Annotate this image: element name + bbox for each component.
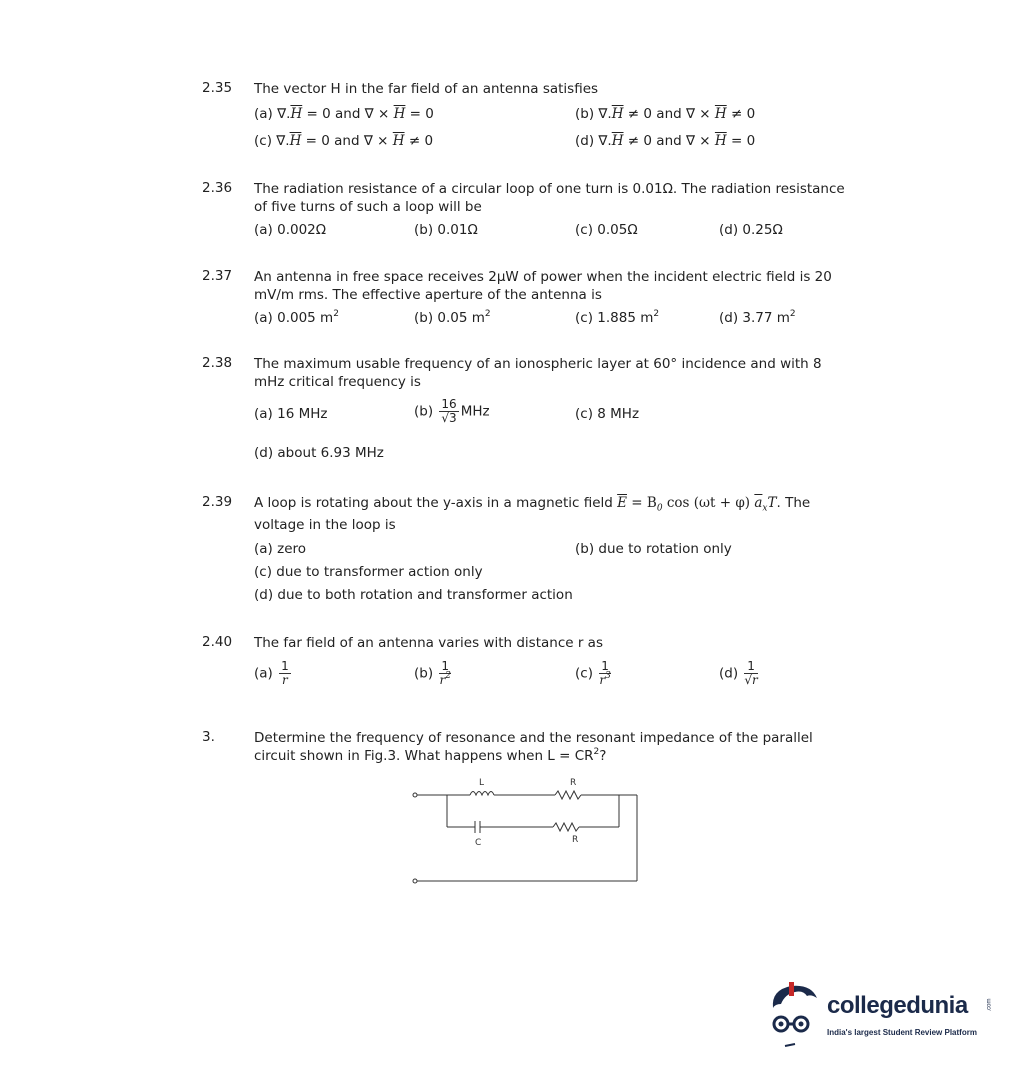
logo-tagline: India's largest Student Review Platform bbox=[827, 1028, 977, 1037]
option-c: (c) 1.885 $m^2$ bbox=[575, 309, 660, 326]
option-b: (b) $\frac{1}{r^2}$ bbox=[414, 659, 451, 687]
label-R-top: R bbox=[570, 778, 577, 788]
question-number: 2.37 bbox=[202, 268, 233, 284]
question-text: The radiation resistance of a circular loop of one turn is 0.01Ω. The radiation resistance of five turns of such a loop will be bbox=[254, 181, 845, 215]
option-a: (a) zero bbox=[254, 541, 307, 557]
option-b: (b) $\nabla.\overline{H} \ne 0$ and ∇ × $\overline{H} \ne 0$ bbox=[575, 106, 756, 122]
collegedunia-logo bbox=[765, 980, 995, 1050]
question-number: 2.36 bbox=[202, 180, 233, 196]
parallel-circuit-diagram bbox=[405, 770, 645, 885]
option-d: (d) $\nabla.\overline{H} \ne 0$ and ∇ × $\overline{H} = 0$ bbox=[575, 133, 756, 149]
option-b: (b) 0.05 $m^2$ bbox=[414, 309, 491, 326]
option-c: (c) $\nabla.\overline{H} = 0$ and ∇ × $\overline{H} \ne 0$ bbox=[254, 133, 434, 149]
question-number: 2.40 bbox=[202, 634, 233, 650]
question-text: A loop is rotating about the y-axis in a magnetic field $\overline{E} = B_0$ cos (ωt + φ) $\overline{a}_xT$. The bbox=[254, 495, 811, 514]
option-d: (d) 3.77 $m^2$ bbox=[719, 309, 796, 326]
option-a: (a) $\nabla.\overline{H} = 0$ and ∇ × $\overline{H} = 0$ bbox=[254, 106, 434, 122]
option-d: (d) 0.25Ω bbox=[719, 222, 783, 238]
terminal-top bbox=[413, 793, 417, 797]
option-b: (b) 0.01Ω bbox=[414, 222, 478, 238]
question-number: 2.35 bbox=[202, 80, 233, 96]
option-a: (a) $\frac{1}{r}$ bbox=[254, 659, 289, 687]
option-c: (c) due to transformer action only bbox=[254, 564, 483, 580]
label-L: L bbox=[479, 778, 485, 788]
option-d: (d) due to both rotation and transformer action bbox=[254, 587, 573, 603]
question-text: The vector H in the far field of an antenna satisfies bbox=[254, 81, 599, 97]
label-C: C bbox=[475, 838, 482, 848]
option-d: (d) $\frac{1}{√r}$ bbox=[719, 659, 758, 687]
option-d: (d) about 6.93 MHz bbox=[254, 445, 384, 461]
question-number: 2.38 bbox=[202, 355, 233, 371]
option-a: (a) 0.002Ω bbox=[254, 222, 327, 238]
question-number: 2.39 bbox=[202, 494, 233, 510]
resistor-bottom-symbol bbox=[553, 823, 579, 831]
question-text: The maximum usable frequency of an ionospheric layer at 60° incidence and with 8 mHz critical frequency is bbox=[254, 356, 822, 390]
inductor-symbol bbox=[470, 792, 494, 796]
logo-suffix: .com bbox=[986, 998, 993, 1012]
resistor-top-symbol bbox=[555, 791, 581, 799]
option-a: (a) 16 MHz bbox=[254, 406, 328, 422]
label-R-bottom: R bbox=[572, 835, 579, 845]
option-b: (b) due to rotation only bbox=[575, 541, 732, 557]
mascot-icon bbox=[765, 980, 825, 1050]
option-a: (a) 0.005 $m^2$ bbox=[254, 309, 339, 326]
fraction: $\frac{16}{√3}$ bbox=[441, 397, 457, 425]
question-text: Determine the frequency of resonance and the resonant impedance of the parallel circuit shown in Fig.3. What happens when $L = CR^2$? bbox=[254, 730, 813, 764]
question-text: The far field of an antenna varies with distance r as bbox=[254, 635, 603, 651]
option-c: (c) $\frac{1}{r^3}$ bbox=[575, 659, 611, 687]
question-text: An antenna in free space receives 2μW of power when the incident electric field is 20 mV/m rms. The effective aperture of the antenna is bbox=[254, 269, 832, 303]
option-c: (c) 8 MHz bbox=[575, 406, 640, 422]
question-number: 3. bbox=[202, 729, 215, 745]
terminal-bottom bbox=[413, 879, 417, 883]
question-text-cont: voltage in the loop is bbox=[254, 517, 396, 533]
option-c: (c) 0.05Ω bbox=[575, 222, 638, 238]
option-b: (b) $\frac{16}{√3}$ MHz bbox=[414, 397, 490, 425]
logo-wordmark: collegedunia bbox=[827, 992, 968, 1019]
